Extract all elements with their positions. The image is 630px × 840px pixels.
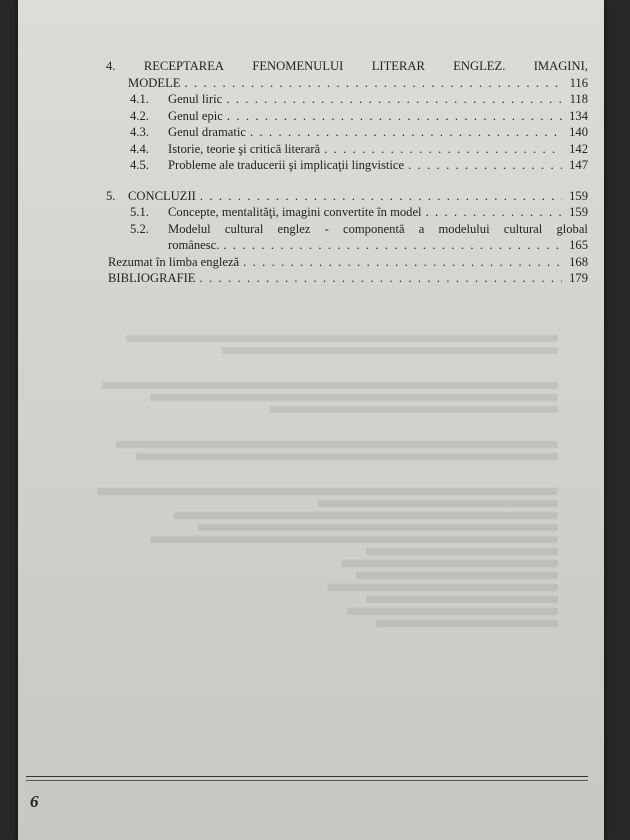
- toc-entry: [106, 270, 588, 287]
- toc-entry-number: 4.1.: [130, 92, 149, 106]
- leader-dots: [200, 188, 562, 205]
- toc-entry-page: 118: [569, 92, 588, 106]
- leader-dots: [199, 270, 562, 287]
- toc-entry: [106, 108, 588, 125]
- toc-word: RECEPTAREA: [143, 59, 224, 73]
- toc-entry-title: Concepte, mentalităţi, imagini convertite în model: [168, 205, 422, 219]
- toc-entry: [106, 91, 588, 108]
- toc-word: Modelul: [168, 221, 211, 236]
- leader-dots: [250, 124, 562, 141]
- leader-dots: [227, 108, 562, 125]
- toc-word: englez: [277, 221, 311, 236]
- toc-word: ENGLEZ.: [453, 59, 506, 73]
- toc-entry-number: 5.2.: [130, 221, 149, 236]
- toc-entry-number: 5.1.: [130, 205, 149, 219]
- toc-entry-page: 140: [569, 125, 588, 139]
- table-of-contents: [106, 58, 588, 287]
- toc-chapter-4-number: 4.: [106, 59, 116, 73]
- toc-entry-page: 168: [569, 254, 588, 269]
- toc-entry-number: 5.: [106, 188, 116, 203]
- page-number: 6: [30, 792, 39, 811]
- footer-rule: [26, 776, 588, 777]
- toc-entry-title: românesc.: [168, 238, 220, 252]
- leader-dots: [408, 157, 562, 174]
- toc-entry-title: Probleme ale traducerii şi implicaţii lingvistice: [168, 158, 405, 172]
- toc-entry-page: 165: [569, 238, 588, 252]
- leader-dots: [243, 254, 562, 271]
- toc-entry-number: 4.2.: [130, 108, 149, 123]
- toc-entry-page: 116: [569, 75, 588, 90]
- toc-entry: [106, 157, 588, 174]
- toc-entry: [106, 204, 588, 221]
- toc-word: cultural: [503, 221, 543, 236]
- toc-word: LITERAR: [371, 59, 425, 73]
- toc-entry: [106, 237, 588, 254]
- footer-rule-thin: [26, 780, 588, 781]
- toc-word: componentă: [342, 221, 405, 236]
- toc-word: global: [556, 221, 588, 236]
- toc-entry-title: Istorie, teorie şi critică literară: [168, 141, 321, 156]
- toc-entry-number: 4.5.: [130, 158, 149, 172]
- toc-word: modelului: [438, 221, 490, 236]
- show-through-text: [78, 330, 558, 710]
- toc-entry-page: 159: [569, 188, 588, 203]
- toc-entry: [106, 124, 588, 141]
- toc-entry-title: Genul dramatic: [168, 125, 246, 139]
- toc-entry-number: 4.4.: [130, 141, 149, 156]
- toc-word: a: [418, 221, 425, 236]
- toc-entry: [106, 75, 588, 92]
- toc-entry-title: [168, 221, 588, 238]
- leader-dots: [426, 204, 562, 221]
- leader-dots: [184, 75, 562, 92]
- toc-entry: [106, 141, 588, 158]
- toc-entry-page: 142: [569, 141, 588, 156]
- toc-entry-page: 134: [569, 108, 588, 123]
- toc-entry-title: BIBLIOGRAFIE: [108, 271, 196, 285]
- toc-entry-title: Genul epic: [168, 108, 223, 123]
- leader-dots: [223, 237, 562, 254]
- toc-entry-title: Genul liric: [168, 92, 223, 106]
- toc-entry: [106, 254, 588, 271]
- toc-entry-page: 147: [569, 158, 588, 172]
- toc-entry-title: Rezumat în limba engleză: [108, 254, 240, 269]
- toc-entry-number: 4.3.: [130, 125, 149, 139]
- toc-word: cultural: [224, 221, 264, 236]
- toc-entry-page: 179: [569, 271, 588, 285]
- leader-dots: [324, 141, 562, 158]
- toc-word: IMAGINI,: [533, 59, 588, 73]
- toc-word: FENOMENULUI: [252, 59, 344, 73]
- toc-entry: [106, 188, 588, 205]
- toc-entry-title: MODELE: [128, 75, 181, 90]
- toc-entry-page: 159: [569, 205, 588, 219]
- toc-entry-5-2-line: [106, 221, 588, 238]
- book-page: [18, 0, 604, 840]
- toc-chapter-4-heading: [106, 58, 588, 75]
- toc-entry-title: CONCLUZII: [128, 188, 196, 203]
- toc-word: -: [324, 221, 329, 236]
- leader-dots: [226, 91, 562, 108]
